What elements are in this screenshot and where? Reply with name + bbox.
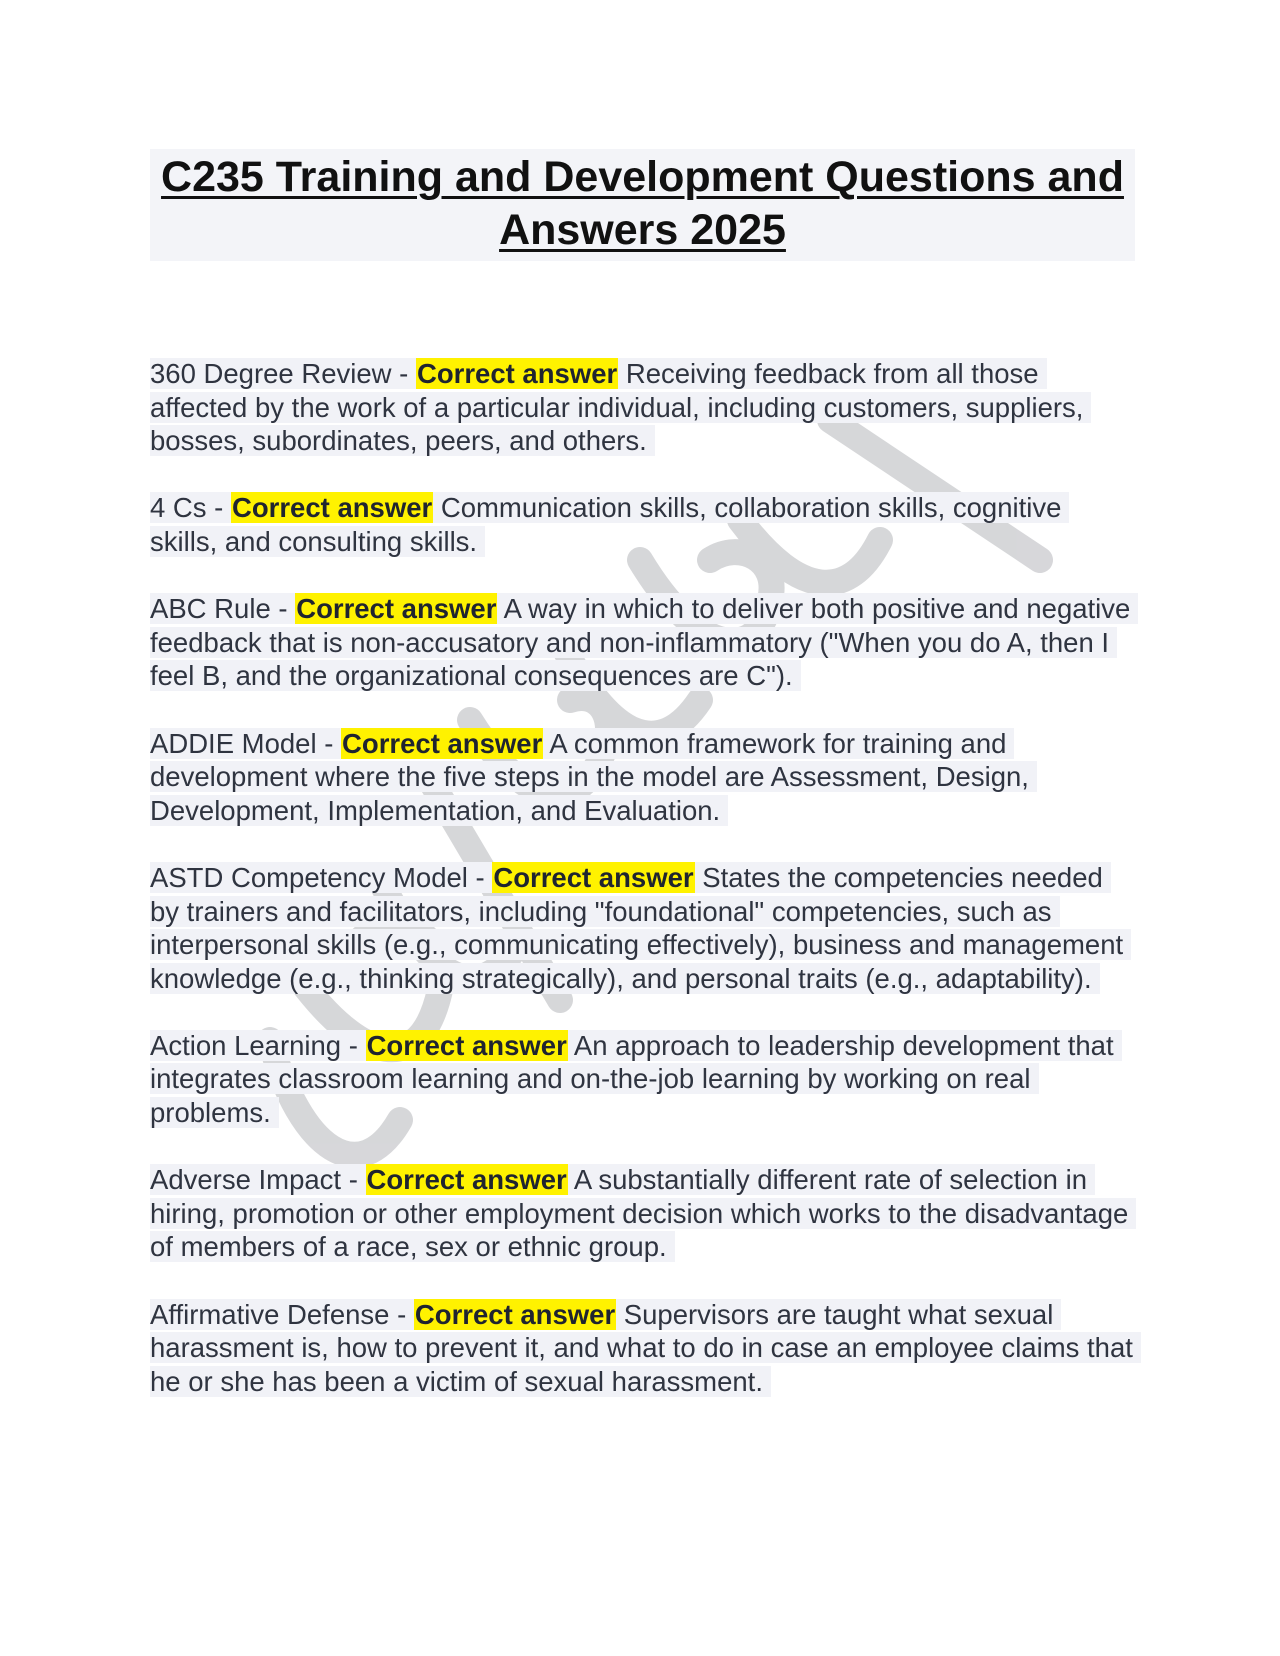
entry-term: ABC Rule <box>150 593 271 625</box>
qa-entry <box>150 861 1135 995</box>
qa-entry <box>150 1163 1135 1264</box>
entry-definition: Receiving feedback from all those affected by the work of a particular individual, including customers, suppliers, bosses, subordinates, peers, and others. <box>150 358 1084 457</box>
entry-definition: An approach to leadership development that integrates classroom learning and on-the-job learning by working on real problems. <box>150 1029 1114 1129</box>
entry-separator: - <box>270 593 296 625</box>
qa-entry <box>150 592 1135 693</box>
entry-definition: Supervisors are taught what sexual harassment is, how to prevent it, and what to do in case an employee claims that he or she has been a victim of sexual harassment. <box>150 1298 1133 1397</box>
qa-entry <box>150 357 1135 458</box>
entry-definition: A way in which to deliver both positive and negative feedback that is non-accusatory and non-inflammatory ("When you do A, then I feel B, and the organizational consequences are C"). <box>150 593 1131 692</box>
entry-term: Action Learning <box>150 1029 342 1061</box>
qa-entry <box>150 727 1135 828</box>
entry-definition: A substantially different rate of selection in hiring, promotion or other employment decision which works to the disadvantage of members of a race, sex or ethnic group. <box>150 1164 1129 1263</box>
entry-separator: - <box>389 1298 414 1330</box>
entry-term: ADDIE Model <box>150 727 317 759</box>
entry-definition: A common framework for training and development where the five steps in the model are Assessment, Design, Development, Implementation, and Evaluation. <box>150 727 1029 826</box>
entry-term: ASTD Competency Model <box>150 861 468 893</box>
document-page <box>150 149 1135 1432</box>
entry-separator: - <box>341 1029 366 1061</box>
entry-definition: States the competencies needed by trainers and facilitators, including "foundational" competencies, such as interpersonal skills (e.g., communicating effectively), business and management knowledge (e.g., thinking strategically), and personal traits (e.g., adaptability). <box>150 861 1124 994</box>
correct-answer-badge: Correct answer <box>366 1029 567 1061</box>
correct-answer-badge: Correct answer <box>414 1298 616 1330</box>
correct-answer-badge: Correct answer <box>493 861 694 893</box>
entry-term: 4 Cs <box>150 492 207 524</box>
qa-list <box>150 357 1135 1398</box>
entry-separator: - <box>467 861 493 893</box>
correct-answer-badge: Correct answer <box>416 358 618 389</box>
entry-separator: - <box>206 492 231 524</box>
title-box <box>150 149 1135 261</box>
entry-term: Adverse Impact <box>150 1164 342 1196</box>
qa-entry <box>150 491 1135 558</box>
qa-entry <box>150 1029 1135 1130</box>
entry-separator: - <box>391 358 416 389</box>
entry-term: Affirmative Defense <box>150 1298 390 1330</box>
entry-separator: - <box>341 1164 366 1196</box>
correct-answer-badge: Correct answer <box>342 727 543 759</box>
document-title: C235 Training and Development Questions and Answers 2025 <box>161 153 1124 254</box>
entry-term: 360 Degree Review <box>150 358 392 389</box>
correct-answer-badge: Correct answer <box>232 492 433 524</box>
correct-answer-badge: Correct answer <box>296 593 497 625</box>
correct-answer-badge: Correct answer <box>366 1164 567 1196</box>
entry-definition: Communication skills, collaboration skills, cognitive skills, and consulting skills. <box>150 492 1062 557</box>
qa-entry <box>150 1298 1135 1399</box>
entry-separator: - <box>316 727 342 759</box>
